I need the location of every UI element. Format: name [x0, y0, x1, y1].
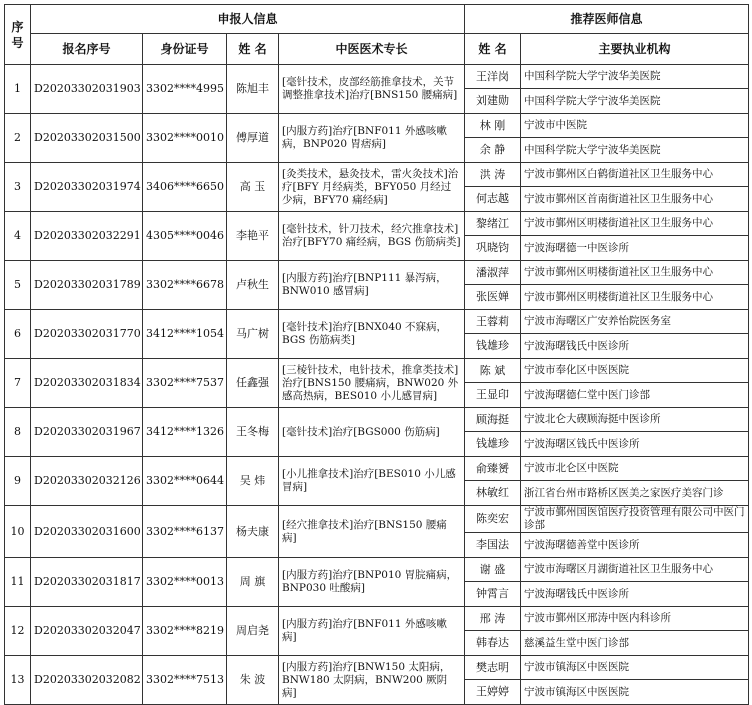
doctor-name: 韩春达 — [465, 631, 521, 656]
id-number: 3302****4995 — [143, 65, 227, 114]
doctor-name: 钱雄珍 — [465, 432, 521, 457]
doctor-org: 宁波市镇海区中医医院 — [521, 680, 749, 705]
registration-number: D20203302031974 — [31, 163, 143, 212]
registration-number: D20203302031903 — [31, 65, 143, 114]
registration-number: D20203302031770 — [31, 310, 143, 359]
doctor-name: 陈 斌 — [465, 359, 521, 383]
id-number: 3302****6137 — [143, 506, 227, 558]
registration-number: D20203302032126 — [31, 457, 143, 506]
table-row — [5, 65, 749, 89]
specialty-text: [内服方药]治疗[BNW150 太阳病，BNW180 太阴病，BNW200 厥阴病] — [279, 656, 465, 705]
table-row — [5, 359, 749, 383]
doctor-name: 钱雄珍 — [465, 334, 521, 359]
specialty-text: [内服方药]治疗[BNF011 外感咳嗽病] — [279, 607, 465, 656]
doctor-org: 宁波海曙德一中医诊所 — [521, 236, 749, 261]
doctor-name: 李国法 — [465, 533, 521, 558]
id-number: 3412****1326 — [143, 408, 227, 457]
applicant-name: 杨夫康 — [227, 506, 279, 558]
doctor-org: 宁波市鄞州国医馆医疗投资管理有限公司中医门诊部 — [521, 506, 749, 533]
registration-number: D20203302031817 — [31, 558, 143, 607]
row-number: 6 — [5, 310, 31, 359]
id-number: 3412****1054 — [143, 310, 227, 359]
doctor-org: 宁波市鄞州区明楼街道社区卫生服务中心 — [521, 261, 749, 285]
registration-number: D20203302031789 — [31, 261, 143, 310]
doctor-org: 宁波海曙钱氏中医诊所 — [521, 334, 749, 359]
id-number: 3302****8219 — [143, 607, 227, 656]
id-number: 3302****0010 — [143, 114, 227, 163]
row-number: 10 — [5, 506, 31, 558]
applicant-name: 周启尧 — [227, 607, 279, 656]
applicant-name: 陈旭丰 — [227, 65, 279, 114]
doctor-name: 王洋岗 — [465, 65, 521, 89]
doctor-org: 宁波海曙德善堂中医诊所 — [521, 533, 749, 558]
id-number: 3302****0013 — [143, 558, 227, 607]
doctor-org: 中国科学院大学宁波华美医院 — [521, 138, 749, 163]
doctor-name: 谢 盛 — [465, 558, 521, 582]
doctor-name: 王蓉莉 — [465, 310, 521, 334]
applicant-name: 马广树 — [227, 310, 279, 359]
id-number: 3302****7513 — [143, 656, 227, 705]
applicant-name: 高 玉 — [227, 163, 279, 212]
id-number: 3302****6678 — [143, 261, 227, 310]
doctor-name: 林敏红 — [465, 481, 521, 506]
specialty-header: 中医医术专长 — [279, 34, 465, 65]
doctor-org: 宁波海曙德仁堂中医门诊部 — [521, 383, 749, 408]
doctor-name: 刘建勋 — [465, 89, 521, 114]
table-row — [5, 607, 749, 631]
applicant-name: 朱 波 — [227, 656, 279, 705]
reg-no-header: 报名序号 — [31, 34, 143, 65]
row-number: 5 — [5, 261, 31, 310]
doctor-org: 宁波市北仑区中医院 — [521, 457, 749, 481]
doctor-name-header: 姓 名 — [465, 34, 521, 65]
table-row — [5, 310, 749, 334]
org-header: 主要执业机构 — [521, 34, 749, 65]
doctor-name: 何志越 — [465, 187, 521, 212]
registration-number: D20203302031834 — [31, 359, 143, 408]
table-row — [5, 506, 749, 533]
table-body — [5, 65, 749, 705]
applicant-name: 卢秋生 — [227, 261, 279, 310]
name-header: 姓 名 — [227, 34, 279, 65]
doctor-name: 俞臻赟 — [465, 457, 521, 481]
doctor-name: 黎绪江 — [465, 212, 521, 236]
doctor-name: 林 刚 — [465, 114, 521, 138]
applicant-name: 王冬梅 — [227, 408, 279, 457]
id-number: 4305****0046 — [143, 212, 227, 261]
specialty-text: [灸类技术，悬灸技术，雷火灸技术]治疗[BFY 月经病类，BFY050 月经过少病，BFY70 痛经病] — [279, 163, 465, 212]
specialty-text: [毫针技术]治疗[BGS000 伤筋病] — [279, 408, 465, 457]
row-number: 2 — [5, 114, 31, 163]
doctor-name: 张医婵 — [465, 285, 521, 310]
applicant-name: 吴 炜 — [227, 457, 279, 506]
doctor-org: 宁波市鄞州区明楼街道社区卫生服务中心 — [521, 285, 749, 310]
applicant-name: 周 旗 — [227, 558, 279, 607]
specialty-text: [毫针技术，针刀技术，经穴推拿技术]治疗[BFY70 痛经病，BGS 伤筋病类] — [279, 212, 465, 261]
table-row — [5, 457, 749, 481]
registration-number: D20203302031967 — [31, 408, 143, 457]
doctor-org: 宁波市奉化区中医医院 — [521, 359, 749, 383]
registration-number: D20203302032047 — [31, 607, 143, 656]
table-row — [5, 408, 749, 432]
table-row — [5, 558, 749, 582]
row-number: 7 — [5, 359, 31, 408]
doctor-org: 中国科学院大学宁波华美医院 — [521, 65, 749, 89]
specialty-text: [内服方药]治疗[BNP111 暴泻病，BNW010 感冒病] — [279, 261, 465, 310]
id-no-header: 身份证号 — [143, 34, 227, 65]
applicant-name: 傅厚道 — [227, 114, 279, 163]
doctor-name: 顾海挺 — [465, 408, 521, 432]
table-row — [5, 261, 749, 285]
registration-number: D20203302032291 — [31, 212, 143, 261]
doctor-name: 陈奕宏 — [465, 506, 521, 533]
row-number: 1 — [5, 65, 31, 114]
specialty-text: [小儿推拿技术]治疗[BES010 小儿感冒病] — [279, 457, 465, 506]
specialty-text: [内服方药]治疗[BNP010 胃脘痛病，BNP030 吐酸病] — [279, 558, 465, 607]
row-number: 4 — [5, 212, 31, 261]
doctor-name: 巩晓钧 — [465, 236, 521, 261]
doctor-name: 潘淑萍 — [465, 261, 521, 285]
table-row — [5, 163, 749, 187]
registration-number: D20203302031600 — [31, 506, 143, 558]
doctor-org: 宁波市海曙区广安养怡院医务室 — [521, 310, 749, 334]
specialty-text: [内服方药]治疗[BNF011 外感咳嗽病，BNP020 胃痞病] — [279, 114, 465, 163]
doctor-name: 王显印 — [465, 383, 521, 408]
doctor-name: 余 静 — [465, 138, 521, 163]
table-row — [5, 212, 749, 236]
doctor-info-header: 推荐医师信息 — [465, 5, 749, 34]
row-number: 9 — [5, 457, 31, 506]
applicant-name: 李艳平 — [227, 212, 279, 261]
applicant-name: 任鑫强 — [227, 359, 279, 408]
doctor-name: 钟霄言 — [465, 582, 521, 607]
specialty-text: [毫针技术，皮部经筋推拿技术，关节调整推拿技术]治疗[BNS150 腰痛病] — [279, 65, 465, 114]
specialty-text: [毫针技术]治疗[BNX040 不寐病，BGS 伤筋病类] — [279, 310, 465, 359]
table-row — [5, 114, 749, 138]
doctor-org: 浙江省台州市路桥区医美之家医疗美容门诊 — [521, 481, 749, 506]
recommendation-table — [4, 4, 749, 705]
doctor-org: 宁波市鄞州区明楼街道社区卫生服务中心 — [521, 212, 749, 236]
applicant-info-header: 申报人信息 — [31, 5, 465, 34]
row-number: 11 — [5, 558, 31, 607]
doctor-org: 宁波市鄞州区邢涛中医内科诊所 — [521, 607, 749, 631]
doctor-org: 宁波海曙区钱氏中医诊所 — [521, 432, 749, 457]
doctor-name: 邢 涛 — [465, 607, 521, 631]
doctor-org: 宁波市海曙区月湖街道社区卫生服务中心 — [521, 558, 749, 582]
id-number: 3406****6650 — [143, 163, 227, 212]
doctor-org: 宁波市鄞州区白鹤街道社区卫生服务中心 — [521, 163, 749, 187]
doctor-org: 宁波市鄞州区首南街道社区卫生服务中心 — [521, 187, 749, 212]
doctor-name: 樊志明 — [465, 656, 521, 680]
specialty-text: [三棱针技术，电针技术，推拿类技术]治疗[BNS150 腰痛病，BNW020 外感高热病，BES010 小儿感冒病] — [279, 359, 465, 408]
row-number: 3 — [5, 163, 31, 212]
doctor-org: 宁波北仑大碶顾海挺中医诊所 — [521, 408, 749, 432]
doctor-org: 宁波市中医院 — [521, 114, 749, 138]
id-number: 3302****7537 — [143, 359, 227, 408]
doctor-name: 王婷婷 — [465, 680, 521, 705]
registration-number: D20203302031500 — [31, 114, 143, 163]
doctor-name: 洪 涛 — [465, 163, 521, 187]
registration-number: D20203302032082 — [31, 656, 143, 705]
id-number: 3302****0644 — [143, 457, 227, 506]
table-row — [5, 656, 749, 680]
doctor-org: 宁波市镇海区中医医院 — [521, 656, 749, 680]
row-number: 12 — [5, 607, 31, 656]
row-number: 13 — [5, 656, 31, 705]
specialty-text: [经穴推拿技术]治疗[BNS150 腰痛病] — [279, 506, 465, 558]
seq-header: 序 号 — [5, 5, 31, 65]
doctor-org: 宁波海曙钱氏中医诊所 — [521, 582, 749, 607]
row-number: 8 — [5, 408, 31, 457]
doctor-org: 慈溪益生堂中医门诊部 — [521, 631, 749, 656]
doctor-org: 中国科学院大学宁波华美医院 — [521, 89, 749, 114]
